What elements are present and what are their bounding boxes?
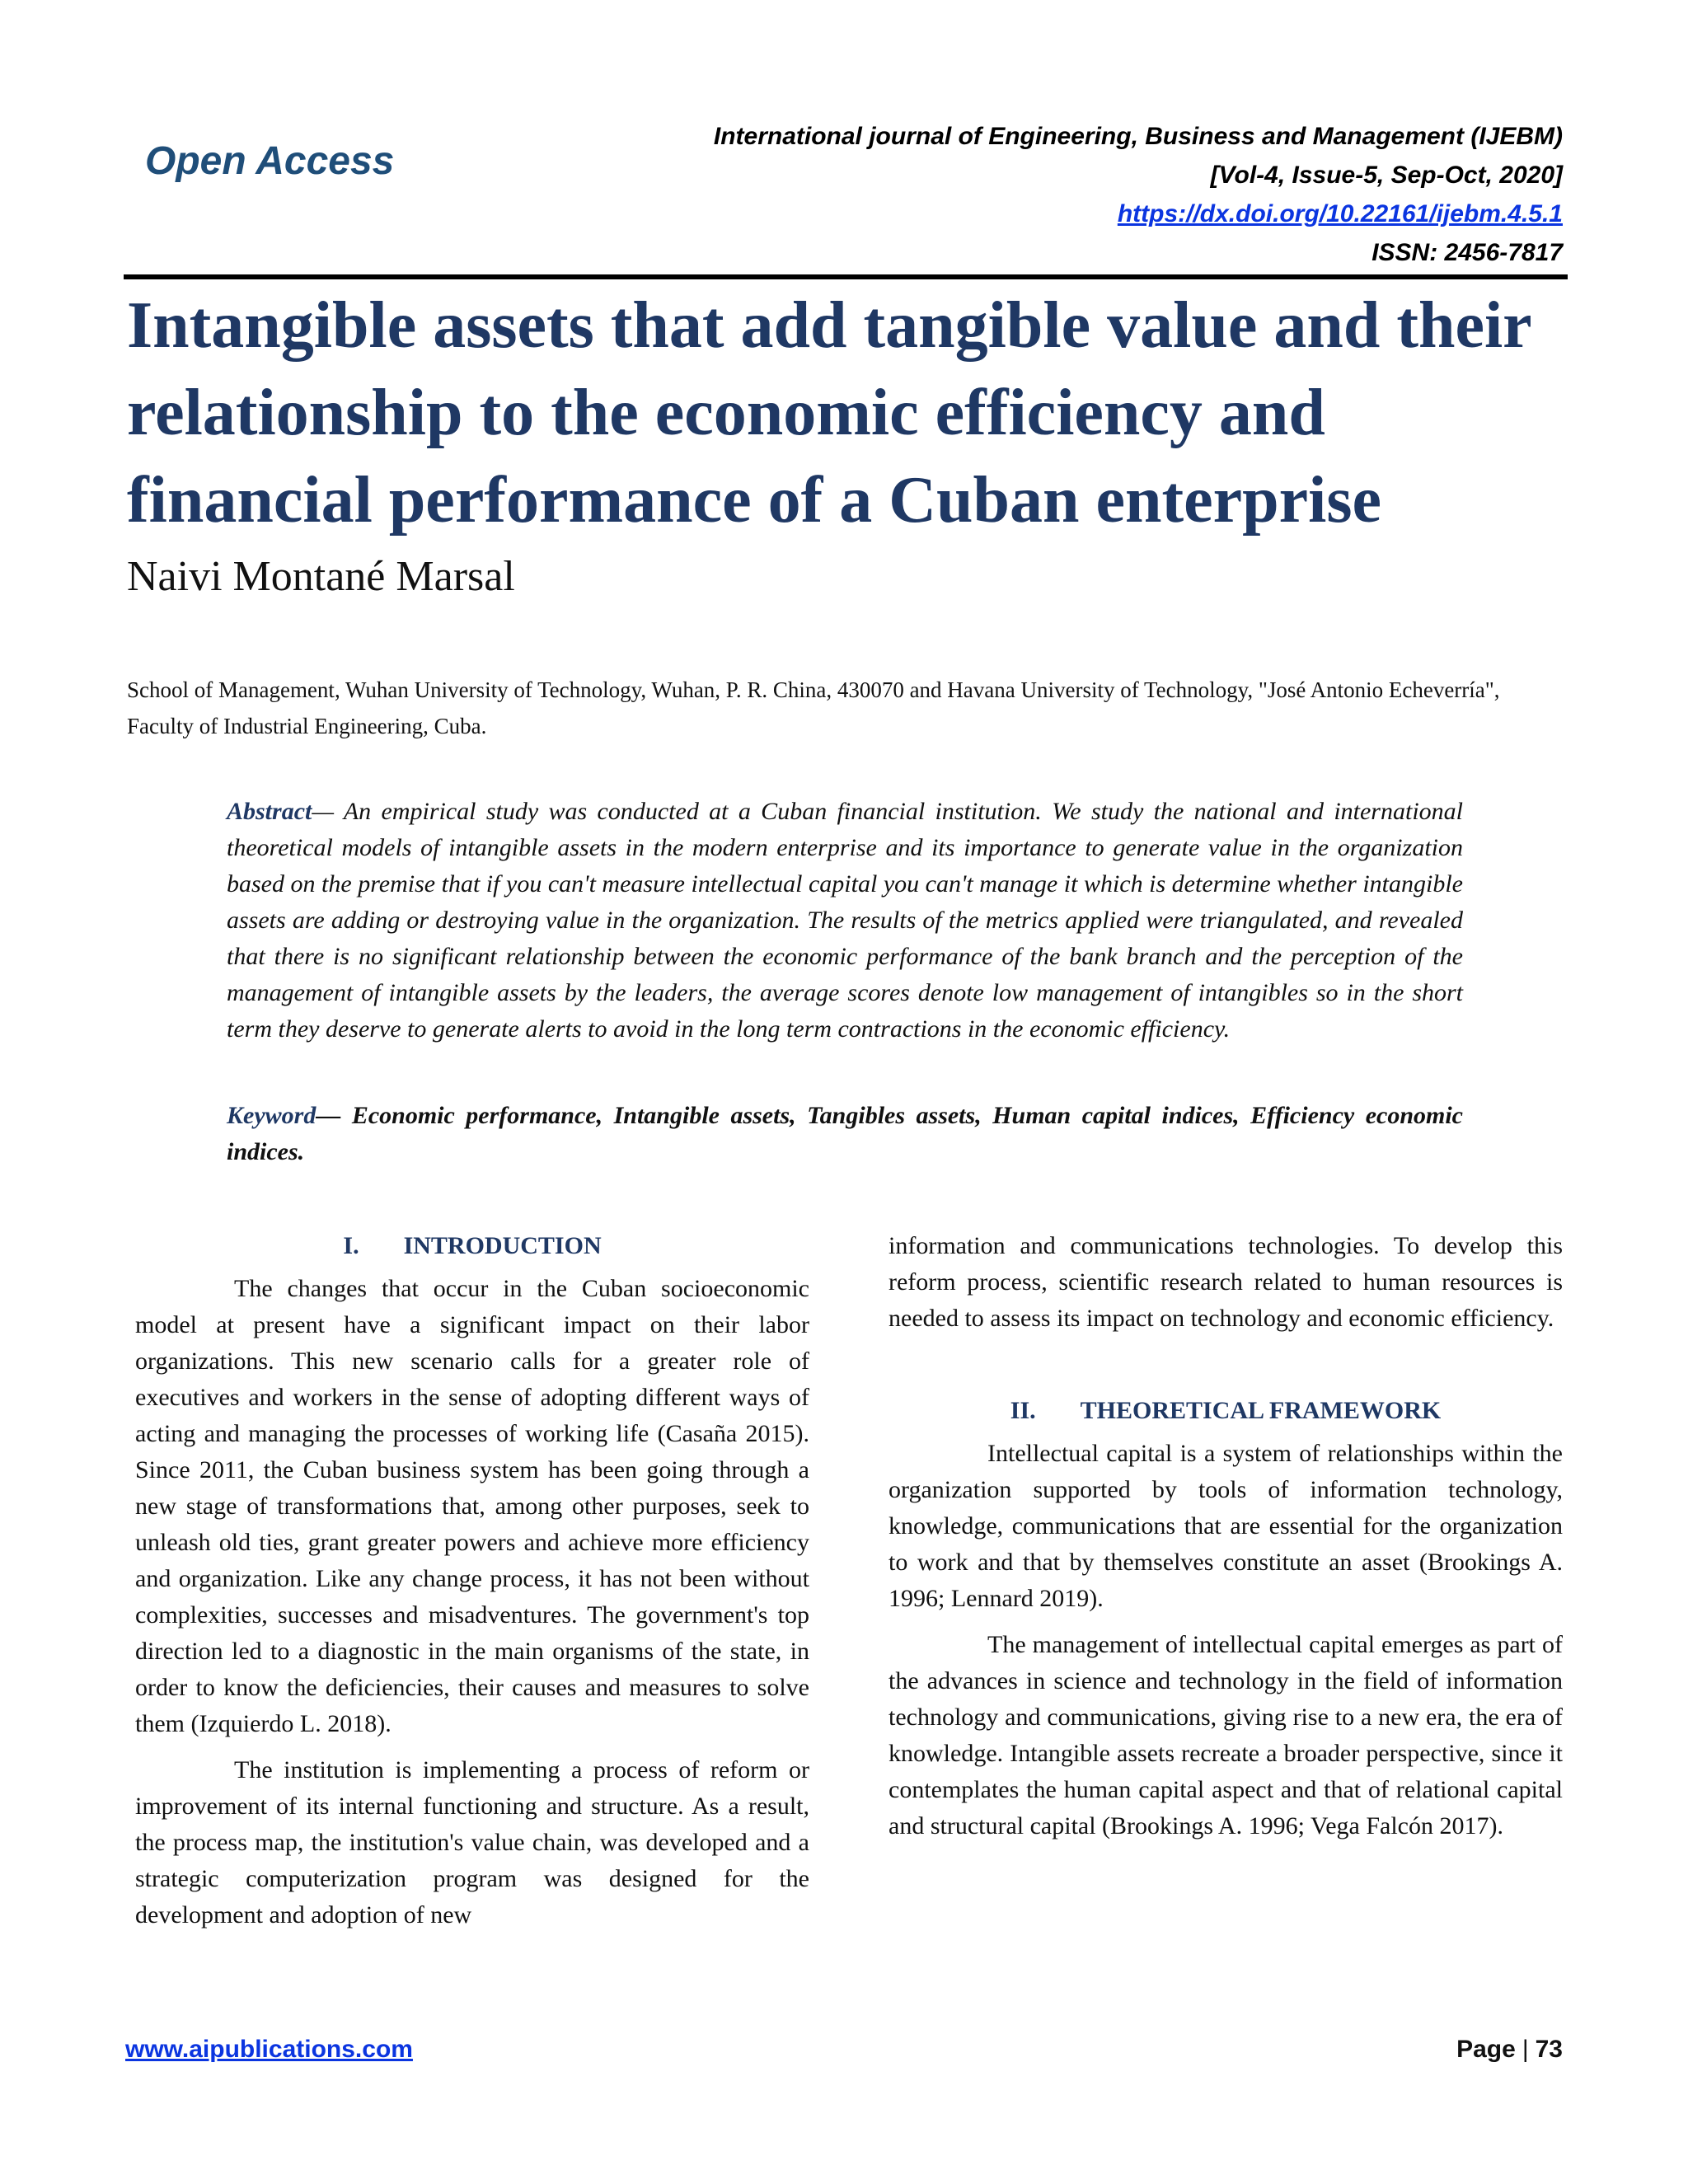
intro-paragraph-2-continued: information and communications technologies. To develop this reform process, scientific research related to human resources is needed to assess its impact on technology and economic efficiency. (889, 1232, 1563, 1332)
section-heading-introduction (135, 1228, 809, 1264)
doi-link[interactable]: https://dx.doi.org/10.22161/ijebm.4.5.1 (1117, 200, 1563, 227)
header-divider (124, 274, 1568, 279)
keywords-dash: — (316, 1102, 352, 1129)
page-label: Page (1456, 2036, 1516, 2063)
keywords-label: Keyword (227, 1102, 316, 1129)
section-title: THEORETICAL FRAMEWORK (1080, 1397, 1442, 1424)
intro-paragraph-1: The changes that occur in the Cuban socioeconomic model at present have a significant impact on their labor organizations. This new scenario calls for a greater role of executives and workers in the sense of adopting different ways of acting and managing the processes of working life (Casaña 2015). Since 2011, the Cuban business system has been going through a new stage of transformations that, among other purposes, seek to unleash old ties, grant greater powers and achieve more efficiency and organization. Like any change process, it has not been without complexities, successes and misadventures. The government's top direction led to a diagnostic in the main organisms of the state, in order to know the deficiencies, their causes and measures to solve them (Izquierdo L. 2018). (135, 1275, 809, 1737)
section-number: II. (1010, 1397, 1036, 1424)
abstract-label: Abstract (227, 798, 312, 825)
open-access-label: Open Access (145, 139, 395, 183)
section-number: I. (343, 1232, 359, 1259)
author-name: Naivi Montané Marsal (127, 553, 515, 600)
right-column (889, 1228, 1563, 1854)
journal-name: International journal of Engineering, Business and Management (IJEBM) (713, 123, 1563, 150)
issn: ISSN: 2456-7817 (1372, 239, 1563, 266)
volume-issue: [Vol-4, Issue-5, Sep-Oct, 2020] (1210, 162, 1563, 189)
framework-paragraph-2: The management of intellectual capital emerges as part of the advances in science and technology in the field of information technology and communications, giving rise to a new era, the era of knowledge. Intangible assets recreate a broader perspective, since it contemplates the human capital aspect and that of relational capital and structural capital (Brookings A. 1996; Vega Falcón 2017). (889, 1631, 1563, 1840)
page-number (1456, 2036, 1563, 2064)
abstract (227, 794, 1463, 1047)
page-number-value: 73 (1535, 2036, 1563, 2063)
author-affiliation: School of Management, Wuhan University of Technology, Wuhan, P. R. China, 430070 and Havana University of Technology, "José Antonio Echeverría", Faculty of Industrial Engineering, Cuba. (127, 677, 1500, 738)
abstract-text: An empirical study was conducted at a Cuban financial institution. We study the national and international theoretical models of intangible assets in the modern enterprise and its importance to generate value in the organization based on the premise that if you can't measure intellectual capital you can't manage it which is determine whether intangible assets are adding or destroying value in the organization. The results of the metrics applied were triangulated, and revealed that there is no significant relationship between the economic performance of the bank branch and the perception of the management of intangible assets by the leaders, the average scores denote low management of intangibles so in the short term they deserve to generate alerts to avoid in the long term contractions in the economic efficiency. (227, 798, 1463, 1043)
article-title: Intangible assets that add tangible value and their relationship to the economic efficiency and financial performance of a Cuban enterprise (127, 289, 1531, 537)
keywords (227, 1098, 1463, 1170)
left-column (135, 1228, 809, 1943)
intro-paragraph-2: The institution is implementing a process of reform or improvement of its internal functioning and structure. As a result, the process map, the institution's value chain, was developed and a strategic computerization program was designed for the development and adoption of new (135, 1756, 809, 1929)
section-heading-theoretical-framework (889, 1393, 1563, 1429)
keywords-text: Economic performance, Intangible assets, Tangibles assets, Human capital indices, Efficiency economic indices. (227, 1102, 1464, 1165)
section-title: INTRODUCTION (403, 1232, 602, 1259)
abstract-dash: — (312, 798, 344, 825)
framework-paragraph-1: Intellectual capital is a system of relationships within the organization supported by tools of information technology, knowledge, communications that are essential for the organization to work and that by themselves constitute an asset (Brookings A. 1996; Lennard 2019). (889, 1440, 1563, 1612)
journal-info (714, 117, 1563, 272)
page-separator: | (1522, 2036, 1529, 2063)
publisher-website-link[interactable]: www.aipublications.com (125, 2036, 413, 2063)
